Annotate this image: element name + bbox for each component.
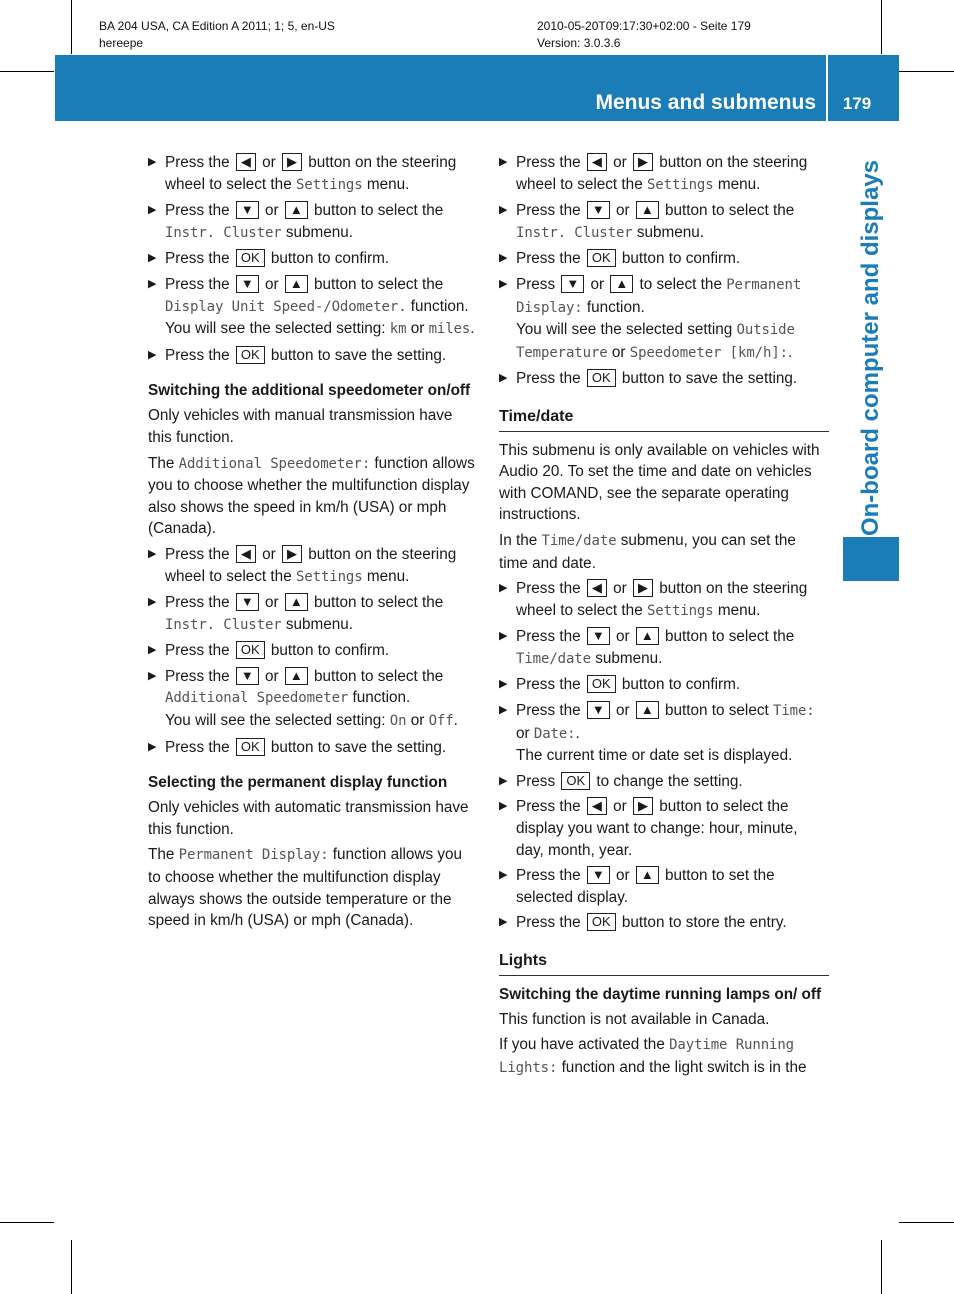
crop-mark [71, 1240, 72, 1294]
ok-key-icon: OK [236, 738, 265, 756]
side-tab-label: On-board computer and displays [857, 159, 884, 537]
step: ▶ Press the OK button to confirm. [499, 248, 829, 270]
step-arrow-icon: ▶ [148, 740, 157, 753]
column-left [148, 152, 478, 936]
step-arrow-icon: ▶ [148, 348, 157, 361]
step: ▶ Press the ◀ or ▶ button on the steering wheel to select the Settings menu. [148, 545, 457, 585]
paragraph: In the Time/date submenu, you can set the time and date. [499, 531, 796, 572]
crop-mark [71, 0, 72, 54]
step-arrow-icon: ▶ [499, 630, 508, 643]
step: ▶ Press the ◀ or ▶ button on the steering wheel to select the Settings menu. [148, 154, 457, 193]
up-key-icon: ▲ [285, 275, 308, 293]
step-arrow-icon: ▶ [499, 704, 508, 717]
page-title: Menus and submenus [595, 91, 816, 114]
paragraph: Only vehicles with automatic transmission have this function. [148, 799, 469, 838]
print-meta-right [537, 18, 751, 52]
left-key-icon: ◀ [236, 153, 256, 171]
down-key-icon: ▼ [587, 701, 610, 719]
step: ▶ Press the ▼ or ▲ button to select the Instr. Cluster submenu. [148, 594, 444, 633]
ok-key-icon: OK [236, 346, 265, 364]
subheading: Switching the additional speedometer on/off [148, 382, 471, 400]
step: ▶ Press OK to change the setting. [499, 771, 829, 793]
step: ▶ Press the ▼ or ▲ button to select Time: or Date:. The current time or date set is displayed. [499, 702, 815, 765]
right-key-icon: ▶ [282, 545, 302, 563]
step: ▶ Press the OK button to save the setting. [148, 345, 478, 367]
step: ▶ Press the OK button to store the entry. [499, 912, 829, 934]
down-key-icon: ▼ [587, 627, 610, 645]
up-key-icon: ▲ [610, 275, 633, 293]
ok-key-icon: OK [587, 249, 616, 267]
crop-mark [899, 71, 954, 72]
section-heading: Time/date [499, 406, 829, 432]
page-number: 179 [842, 94, 872, 113]
up-key-icon: ▲ [285, 593, 308, 611]
down-key-icon: ▼ [236, 201, 259, 219]
ok-key-icon: OK [236, 641, 265, 659]
subheading: Selecting the permanent display function [148, 774, 448, 792]
meta-line: BA 204 USA, CA Edition A 2011; 1; 5, en-US [99, 19, 335, 33]
step-arrow-icon: ▶ [148, 156, 157, 168]
paragraph: The Additional Speedometer: function allows you to choose whether the multifunction display also shows the speed in km/h (USA) or mph (Canada). [148, 454, 475, 538]
step-arrow-icon: ▶ [499, 204, 508, 217]
paragraph: If you have activated the Daytime Running Lights: function and the light switch is in the [499, 1036, 807, 1076]
paragraph: This function is not available in Canada. [499, 1010, 770, 1028]
up-key-icon: ▲ [636, 627, 659, 645]
step-arrow-icon: ▶ [499, 277, 508, 290]
step: ▶ Press the ▼ or ▲ button to select the Instr. Cluster submenu. [148, 202, 444, 241]
step: ▶ Press the OK button to save the setting. [499, 368, 829, 390]
step-arrow-icon: ▶ [148, 252, 157, 265]
meta-line: Version: 3.0.3.6 [537, 36, 621, 50]
right-key-icon: ▶ [282, 153, 302, 171]
right-key-icon: ▶ [633, 797, 653, 815]
step-arrow-icon: ▶ [499, 372, 508, 385]
step-arrow-icon: ▶ [499, 582, 508, 595]
up-key-icon: ▲ [285, 667, 308, 685]
ok-key-icon: OK [587, 913, 616, 931]
step-arrow-icon: ▶ [499, 678, 508, 691]
step-arrow-icon: ▶ [499, 156, 508, 168]
section-heading: Lights [499, 950, 829, 976]
step-arrow-icon: ▶ [499, 869, 508, 882]
step: ▶ Press the ▼ or ▲ button to select the Instr. Cluster submenu. [499, 202, 795, 241]
down-key-icon: ▼ [561, 275, 584, 293]
step-arrow-icon: ▶ [148, 669, 157, 682]
left-key-icon: ◀ [236, 545, 256, 563]
paragraph: This submenu is only available on vehicles with Audio 20. To set the time and date on vehicles with COMAND, see the separate operating instructions. [499, 441, 820, 524]
step-arrow-icon: ▶ [499, 800, 508, 813]
step-arrow-icon: ▶ [148, 596, 157, 609]
up-key-icon: ▲ [636, 701, 659, 719]
down-key-icon: ▼ [587, 866, 610, 884]
step: ▶ Press the OK button to confirm. [148, 248, 478, 270]
step: ▶ Press the OK button to save the setting. [148, 737, 478, 759]
ok-key-icon: OK [236, 249, 265, 267]
step: ▶ Press the OK button to confirm. [499, 674, 829, 696]
step-arrow-icon: ▶ [499, 252, 508, 265]
crop-mark [0, 1222, 54, 1223]
step-arrow-icon: ▶ [499, 916, 508, 929]
meta-line: hereepe [99, 36, 144, 50]
down-key-icon: ▼ [236, 593, 259, 611]
step: ▶ Press the OK button to confirm. [148, 640, 478, 662]
step: ▶ Press the ◀ or ▶ button to select the display you want to change: hour, minute, day, month, year. [499, 798, 798, 859]
subheading: Switching the daytime running lamps on/ off [499, 985, 822, 1003]
step: ▶ Press the ▼ or ▲ button to select the Additional Speedometer function. You will see the selected setting: On or Off. [148, 667, 458, 730]
step-arrow-icon: ▶ [148, 277, 157, 290]
side-tab-marker [843, 537, 899, 581]
ok-key-icon: OK [587, 369, 616, 387]
right-key-icon: ▶ [633, 579, 653, 597]
crop-mark [881, 0, 882, 54]
paragraph: The Permanent Display: function allows you to choose whether the multifunction display always shows the outside temperature or the speed in km/h (USA) or mph (Canada). [148, 846, 463, 930]
right-key-icon: ▶ [633, 153, 653, 171]
meta-line: 2010-05-20T09:17:30+02:00 - Seite 179 [537, 19, 751, 33]
print-meta-left [99, 18, 335, 52]
ok-key-icon: OK [561, 772, 590, 790]
left-key-icon: ◀ [587, 579, 607, 597]
step: ▶ Press the ◀ or ▶ button on the steering wheel to select the Settings menu. [499, 580, 808, 619]
step: ▶ Press the ◀ or ▶ button on the steering wheel to select the Settings menu. [499, 154, 808, 193]
up-key-icon: ▲ [636, 201, 659, 219]
step: ▶ Press the ▼ or ▲ button to set the selected display. [499, 867, 775, 906]
left-key-icon: ◀ [587, 797, 607, 815]
step-arrow-icon: ▶ [148, 644, 157, 657]
step-arrow-icon: ▶ [148, 204, 157, 217]
left-key-icon: ◀ [587, 153, 607, 171]
up-key-icon: ▲ [636, 866, 659, 884]
step-arrow-icon: ▶ [499, 774, 508, 787]
paragraph: Only vehicles with manual transmission have this function. [148, 407, 453, 446]
crop-mark [881, 1240, 882, 1294]
step-arrow-icon: ▶ [148, 547, 157, 560]
step: ▶ Press ▼ or ▲ to select the Permanent Display: function. You will see the selected setting Outside Temperature or Speedometer [km/h]:. [499, 275, 802, 361]
crop-mark [0, 71, 54, 72]
crop-mark [899, 1222, 954, 1223]
up-key-icon: ▲ [285, 201, 308, 219]
step: ▶ Press the ▼ or ▲ button to select the Time/date submenu. [499, 628, 795, 667]
ok-key-icon: OK [587, 675, 616, 693]
column-right [499, 152, 829, 1083]
step: ▶ Press the ▼ or ▲ button to select the Display Unit Speed-/Odometer. function. You will see the selected setting: km or miles. [148, 275, 475, 338]
down-key-icon: ▼ [236, 275, 259, 293]
down-key-icon: ▼ [587, 201, 610, 219]
down-key-icon: ▼ [236, 667, 259, 685]
